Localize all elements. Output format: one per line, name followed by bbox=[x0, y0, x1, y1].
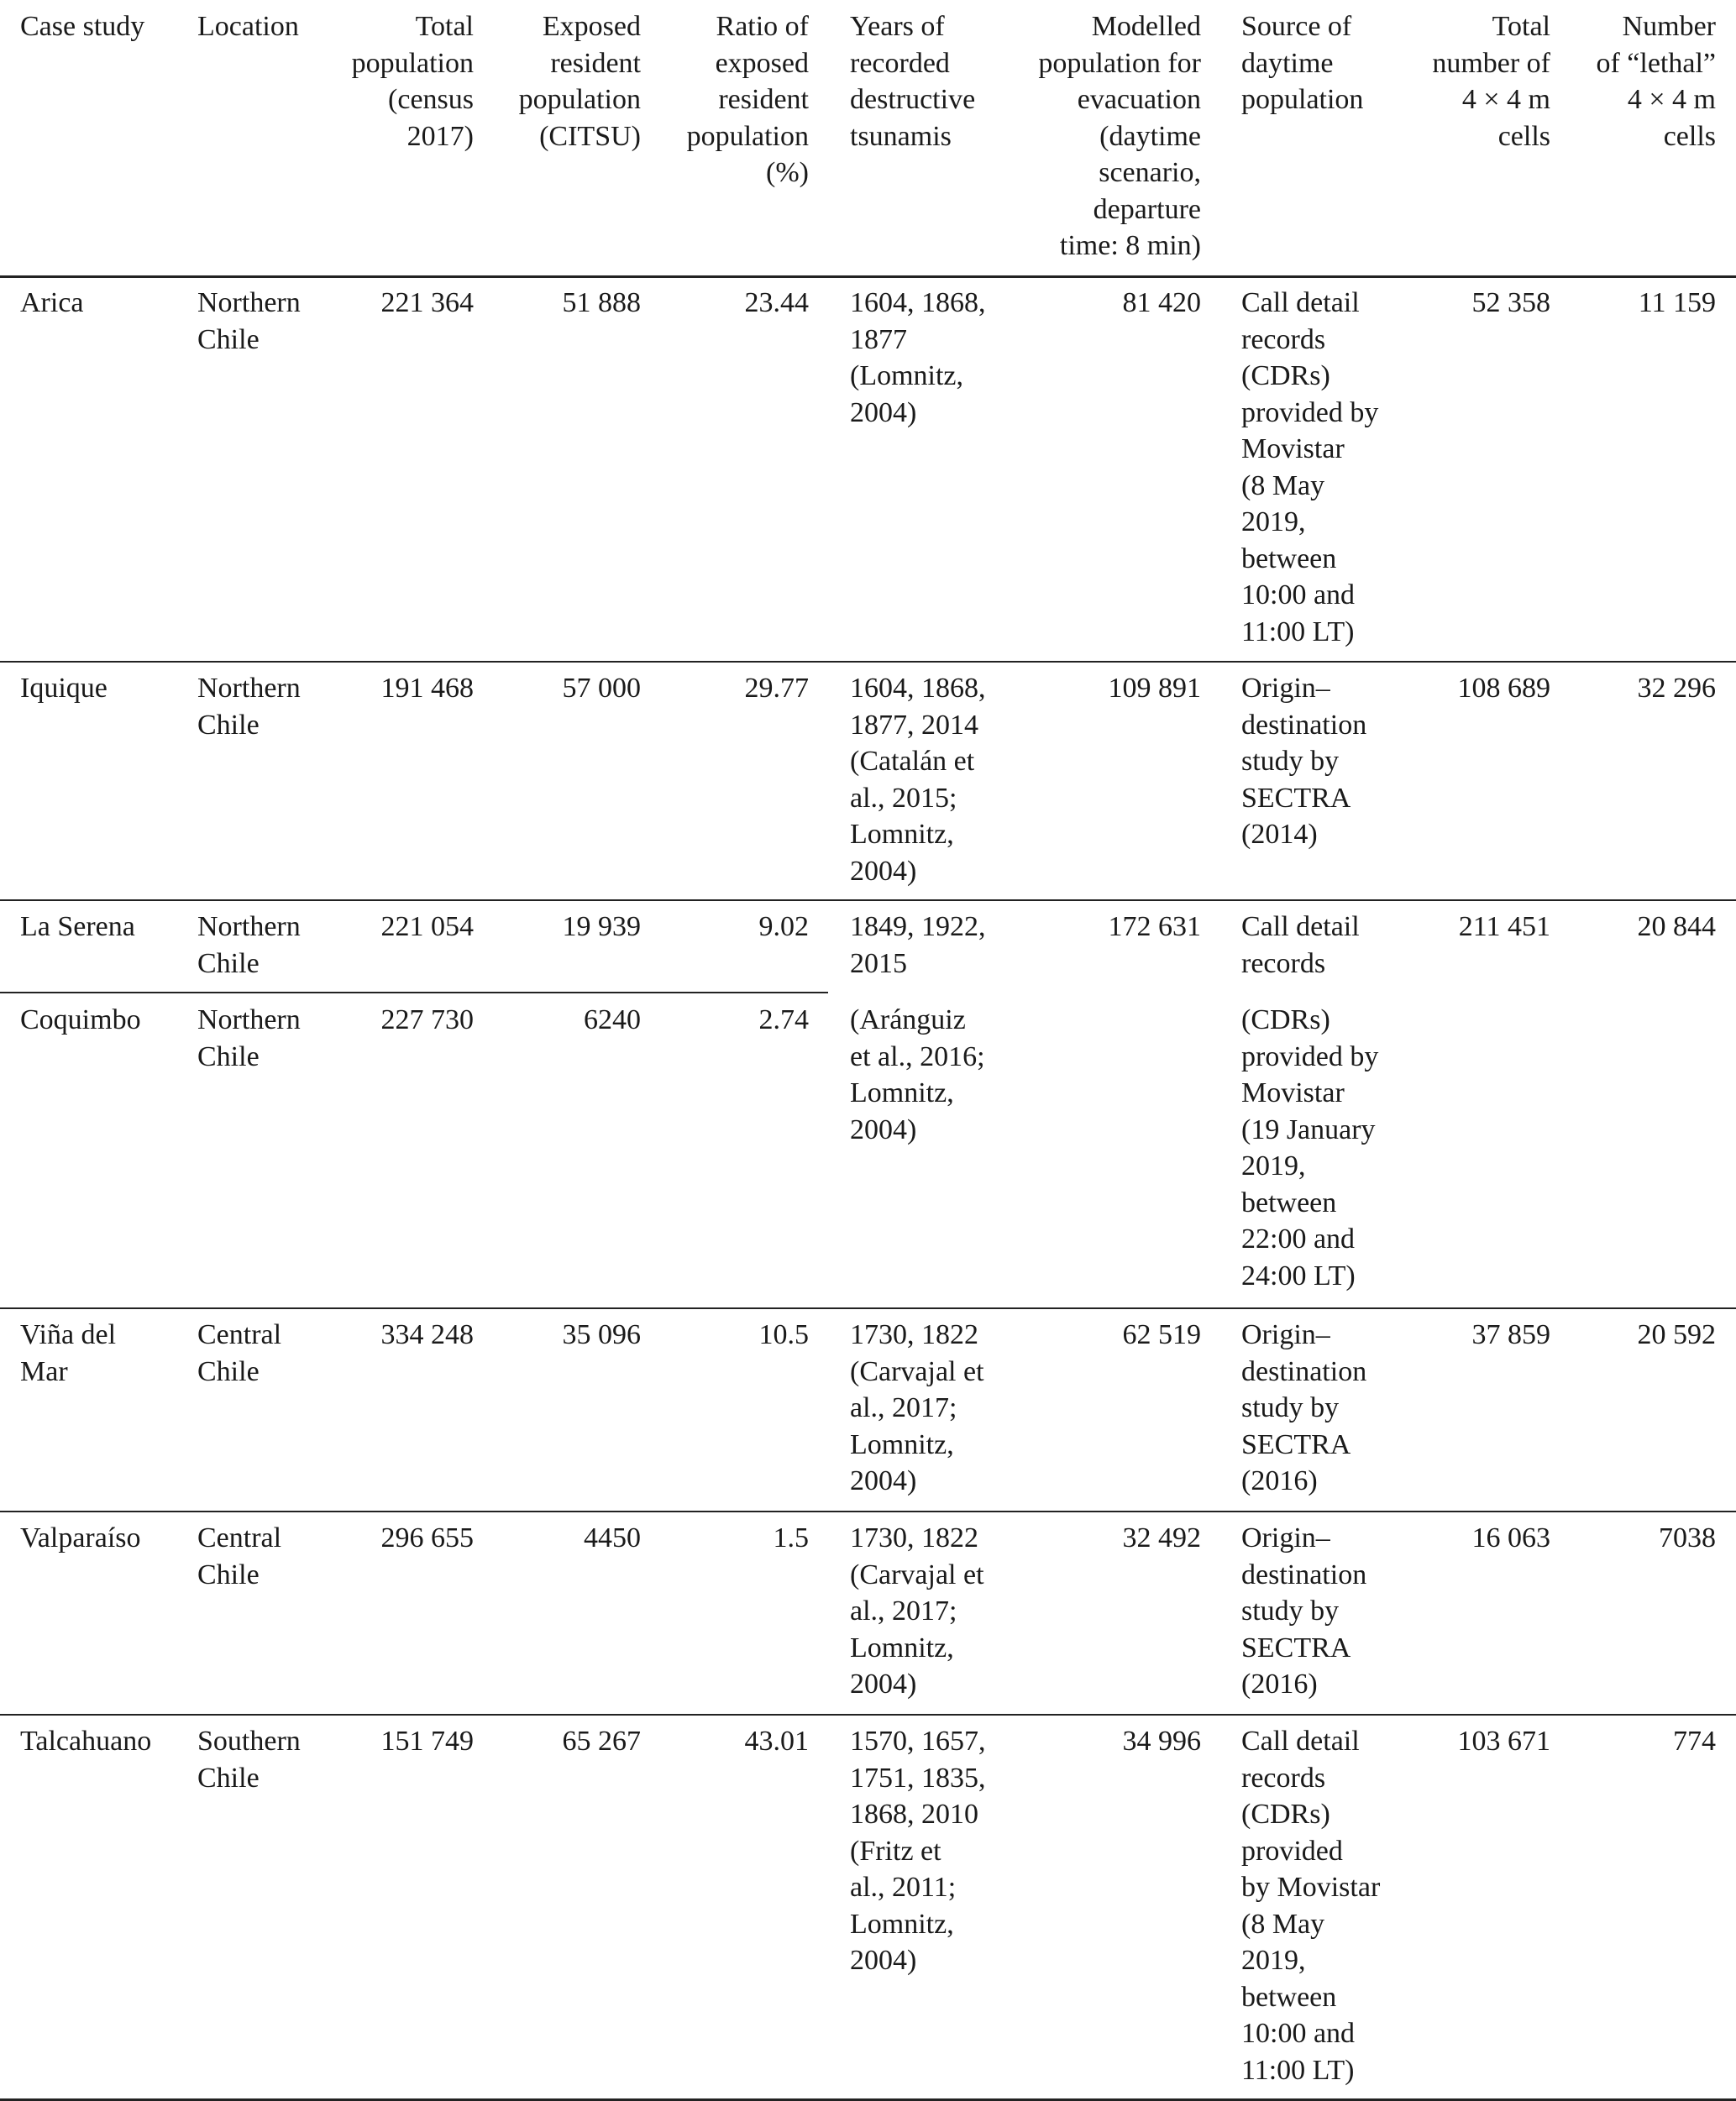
cell-total-cells: 211 451 bbox=[1458, 911, 1550, 942]
cell-total-population: 334 248 bbox=[380, 1319, 474, 1350]
cell-ratio-exposed: 23.44 bbox=[744, 287, 809, 318]
cell-lethal-cells: 774 bbox=[1673, 1726, 1716, 1757]
cell-exposed-resident: 51 888 bbox=[562, 287, 641, 318]
cell-exposed-resident: 4450 bbox=[584, 1522, 641, 1553]
header-bottom-rule bbox=[0, 275, 1736, 278]
cell-total-cells: 16 063 bbox=[1471, 1522, 1550, 1553]
cell-case-study: Arica bbox=[20, 287, 84, 318]
cell-total-population: 221 364 bbox=[380, 287, 474, 318]
cell-lethal-cells: 20 592 bbox=[1637, 1319, 1716, 1350]
header-total-cells: Total number of 4 × 4 m cells bbox=[1432, 11, 1550, 152]
cell-exposed-resident: 57 000 bbox=[562, 673, 641, 704]
cell-total-population: 151 749 bbox=[380, 1726, 474, 1757]
header-case-study: Case study bbox=[20, 11, 145, 42]
header-location: Location bbox=[197, 11, 299, 42]
cell-modelled-population: 81 420 bbox=[1122, 287, 1201, 318]
cell-ratio-exposed: 43.01 bbox=[744, 1726, 809, 1757]
cell-total-cells: 52 358 bbox=[1471, 287, 1550, 318]
cell-ratio-exposed: 2.74 bbox=[758, 1004, 809, 1035]
row-divider bbox=[0, 1511, 1736, 1512]
cell-exposed-resident: 6240 bbox=[584, 1004, 641, 1035]
cell-modelled-population: 62 519 bbox=[1122, 1319, 1201, 1350]
cell-total-population: 221 054 bbox=[380, 911, 474, 942]
cell-years-tsunamis: 1730, 1822 (Carvajal et al., 2017; Lomnitz, 2004) bbox=[850, 1319, 984, 1496]
cell-ratio-exposed: 29.77 bbox=[744, 673, 809, 704]
cell-location: Northern Chile bbox=[197, 1004, 301, 1072]
cell-case-study: Valparaíso bbox=[20, 1522, 141, 1553]
header-modelled-population: Modelled population for evacuation (daytime scenario, departure time: 8 min) bbox=[1038, 11, 1201, 261]
cell-source-daytime: Call detail records bbox=[1241, 911, 1360, 979]
cell-lethal-cells: 20 844 bbox=[1637, 911, 1716, 942]
cell-modelled-population: 34 996 bbox=[1122, 1726, 1201, 1757]
cell-total-cells: 103 671 bbox=[1457, 1726, 1550, 1757]
cell-years-tsunamis: 1570, 1657, 1751, 1835, 1868, 2010 (Fritz et al., 2011; Lomnitz, 2004) bbox=[850, 1726, 986, 1976]
row-divider-partial bbox=[0, 992, 828, 993]
cell-case-study: Talcahuano bbox=[20, 1726, 152, 1757]
cell-lethal-cells: 11 159 bbox=[1638, 287, 1716, 318]
cell-modelled-population: 109 891 bbox=[1108, 673, 1201, 704]
row-divider bbox=[0, 1714, 1736, 1716]
cell-case-study: Coquimbo bbox=[20, 1004, 141, 1035]
cell-location: Northern Chile bbox=[197, 673, 301, 741]
cell-exposed-resident: 65 267 bbox=[562, 1726, 641, 1757]
header-total-population: Total population (census 2017) bbox=[351, 11, 474, 152]
cell-years-tsunamis: 1849, 1922, 2015 bbox=[850, 911, 986, 979]
cell-location: Northern Chile bbox=[197, 287, 301, 355]
cell-case-study: Viña del Mar bbox=[20, 1319, 117, 1387]
header-years-tsunamis: Years of recorded destructive tsunamis bbox=[850, 11, 976, 152]
row-divider bbox=[0, 661, 1736, 663]
cell-total-cells: 108 689 bbox=[1457, 673, 1550, 704]
cell-source-daytime: Origin– destination study by SECTRA (2016) bbox=[1241, 1522, 1367, 1700]
cell-ratio-exposed: 9.02 bbox=[758, 911, 809, 942]
cell-source-daytime: Origin– destination study by SECTRA (2016) bbox=[1241, 1319, 1367, 1496]
cell-lethal-cells: 7038 bbox=[1659, 1522, 1716, 1553]
cell-case-study: La Serena bbox=[20, 911, 135, 942]
cell-location: Central Chile bbox=[197, 1522, 282, 1590]
cell-lethal-cells: 32 296 bbox=[1637, 673, 1716, 704]
cell-exposed-resident: 19 939 bbox=[562, 911, 641, 942]
header-exposed-resident: Exposed resident population (CITSU) bbox=[518, 11, 641, 152]
cell-years-tsunamis: 1604, 1868, 1877, 2014 (Catalán et al., 2015; Lomnitz, 2004) bbox=[850, 673, 986, 887]
cell-years-tsunamis: 1604, 1868, 1877 (Lomnitz, 2004) bbox=[850, 287, 986, 428]
row-divider bbox=[0, 1307, 1736, 1309]
cell-location: Northern Chile bbox=[197, 911, 301, 979]
header-ratio-exposed: Ratio of exposed resident population (%) bbox=[686, 11, 809, 188]
cell-source-daytime: Origin– destination study by SECTRA (2014) bbox=[1241, 673, 1367, 850]
cell-total-population: 296 655 bbox=[380, 1522, 474, 1553]
row-divider bbox=[0, 899, 1736, 901]
cell-ratio-exposed: 1.5 bbox=[773, 1522, 809, 1553]
cell-source-daytime: Call detail records (CDRs) provided by Movistar (8 May 2019, between 10:00 and 11:00 LT) bbox=[1241, 287, 1379, 647]
cell-source-daytime: Call detail records (CDRs) provided by Movistar (8 May 2019, between 10:00 and 11:00 LT) bbox=[1241, 1726, 1381, 2086]
cell-modelled-population: 172 631 bbox=[1108, 911, 1201, 942]
cell-ratio-exposed: 10.5 bbox=[758, 1319, 809, 1350]
header-source-daytime: Source of daytime population bbox=[1241, 11, 1364, 115]
cell-case-study: Iquique bbox=[20, 673, 108, 704]
cell-modelled-population: 32 492 bbox=[1122, 1522, 1201, 1553]
cell-years-tsunamis: 1730, 1822 (Carvajal et al., 2017; Lomnitz, 2004) bbox=[850, 1522, 984, 1700]
cell-location: Central Chile bbox=[197, 1319, 282, 1387]
cell-source-daytime: (CDRs) provided by Movistar (19 January 2019, between 22:00 and 24:00 LT) bbox=[1241, 1004, 1379, 1292]
cell-exposed-resident: 35 096 bbox=[562, 1319, 641, 1350]
cell-total-population: 191 468 bbox=[380, 673, 474, 704]
header-lethal-cells: Number of “lethal” 4 × 4 m cells bbox=[1596, 11, 1716, 152]
cell-location: Southern Chile bbox=[197, 1726, 301, 1794]
cell-total-population: 227 730 bbox=[380, 1004, 474, 1035]
cell-years-tsunamis: (Aránguiz et al., 2016; Lomnitz, 2004) bbox=[850, 1004, 985, 1145]
cell-total-cells: 37 859 bbox=[1471, 1319, 1550, 1350]
